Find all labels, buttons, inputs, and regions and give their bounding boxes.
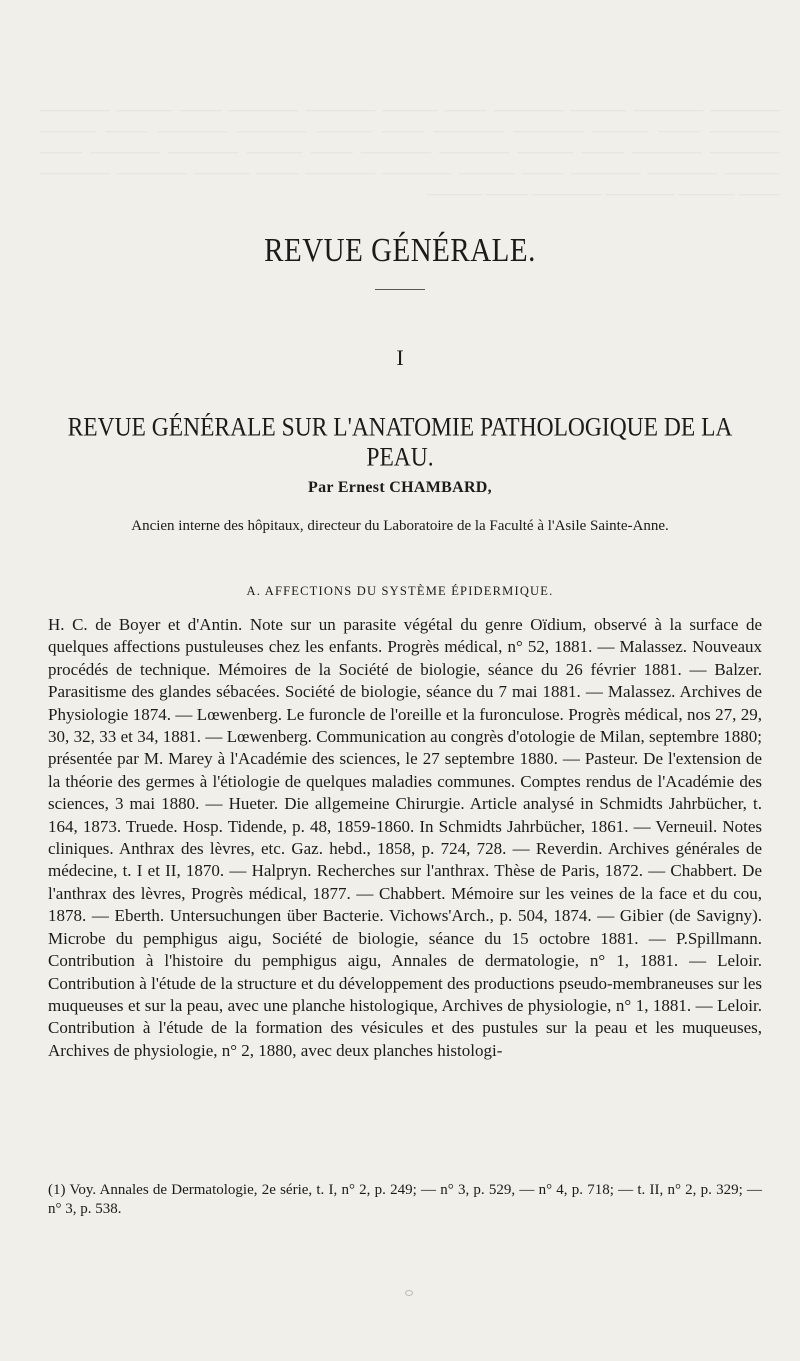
article-number: I bbox=[396, 345, 404, 370]
show-through-text: ————— ————— ———— ————— ——— ———— ————— ————— ——— ———— ————— ————— ——— ———— ————— ————— ——— ———— ————— ————— ——— ———— ————— ————— ——— ———— ————— ————— ——— ———— ————— ————— ——— ———— ————— ————— ——— ———— ————— ————— ——— ———— ————— ————— ——— ———— ————— ————— ——— ———— bbox=[40, 103, 780, 202]
article-title: REVUE GÉNÉRALE SUR L'ANATOMIE PATHOLOGIQUE DE LA PEAU. bbox=[67, 413, 733, 473]
journal-section-title: REVUE GÉNÉRALE. bbox=[264, 232, 536, 269]
author-line: Par Ernest CHAMBARD, bbox=[308, 479, 492, 496]
footnote-text: (1) Voy. Annales de Dermatologie, 2e série, t. I, n° 2, p. 249; — n° 3, p. 529, — n° 4, p. 718; — t. II, n° 2, p. 329; — n° 3, p. 538. bbox=[48, 1182, 762, 1217]
page-speck bbox=[405, 1290, 413, 1296]
author-affiliation: Ancien interne des hôpitaux, directeur du Laboratoire de la Faculté à l'Asile Sainte-Anne. bbox=[131, 518, 669, 534]
bibliography-paragraph bbox=[48, 614, 762, 1062]
footnote bbox=[48, 1181, 762, 1219]
title-divider bbox=[375, 289, 425, 290]
section-heading: A. AFFECTIONS DU SYSTÈME ÉPIDERMIQUE. bbox=[246, 584, 554, 598]
bibliography-text: H. C. de Boyer et d'Antin. Note sur un parasite végétal du genre Oïdium, observé à la surface de quelques affections pustuleuses chez les enfants. Progrès médical, n° 52, 1881. — Malassez. Nouveaux procédés de technique. Mémoires de la Société de biologie, séance du 26 février 1881. — Balzer. Parasitisme des glandes sébacées. Société de biologie, séance du 7 mai 1881. — Malassez. Archives de Physiologie 1874. — Lœwenberg. Le furoncle de l'oreille et la furonculose. Progrès médical, nos 27, 29, 30, 32, 33 et 34, 1881. — Lœwenberg. Communication au congrès d'otologie de Milan, septembre 1880; présentée par M. Marey à l'Académie des sciences, le 27 septembre 1880. — Pasteur. De l'extension de la théorie des germes à l'étiologie de quelques maladies communes. Comptes rendus de l'Académie des sciences, 3 mai 1880. — Hueter. Die allgemeine Chirurgie. Article analysé in Schmidts Jahrbücher, t. 164, 1873. Truede. Hosp. Tidende, p. 48, 1859-1860. In Schmidts Jahrbücher, 1861. — Verneuil. Notes cliniques. Anthrax des lèvres, etc. Gaz. hebd., 1858, p. 724, 728. — Reverdin. Archives générales de médecine, t. I et II, 1870. — Halpryn. Recherches sur l'anthrax. Thèse de Paris, 1872. — Chabbert. De l'anthrax des lèvres, Progrès médical, 1877. — Chabbert. Mémoire sur les veines de la face et du cou, 1878. — Eberth. Untersuchungen über Bacterie. Vichows'Arch., p. 504, 1874. — Gibier (de Savigny). Microbe du pemphigus aigu, Société de biologie, séance du 15 octobre 1881. — P.Spillmann. Contribution à l'histoire du pemphigus aigu, Annales de dermatologie, n° 1, 1881. — Leloir. Contribution à l'étude de la structure et du développement des productions pseudo-membraneuses sur les muqueuses et sur la peau, avec une planche histologique, Archives de physiologie, n° 1, 1881. — Leloir. Contribution à l'étude de la formation des vésicules et des pustules sur la peau et les muqueuses, Archives de physiologie, n° 2, 1880, avec deux planches histologi- bbox=[48, 615, 762, 1060]
